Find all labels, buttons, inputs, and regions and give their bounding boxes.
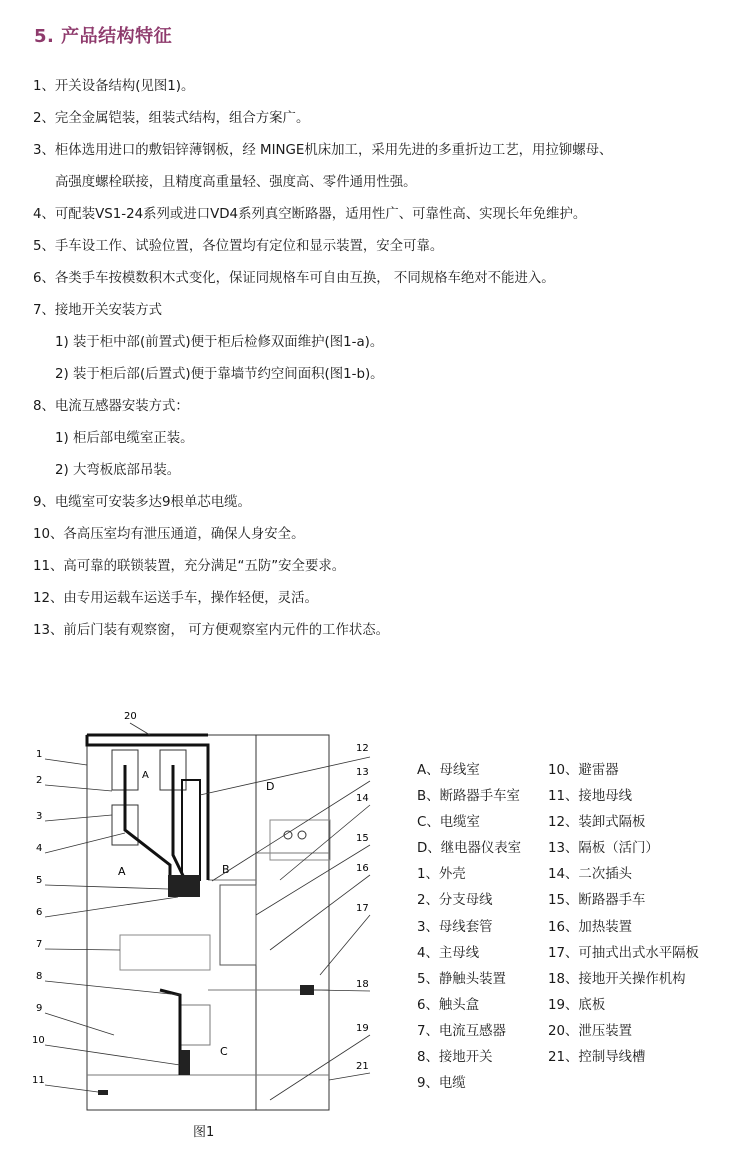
- label-8: 8: [36, 971, 43, 982]
- switchgear-drawing: [30, 705, 380, 1145]
- label-14: 14: [356, 793, 369, 804]
- switchgear-diagram: [30, 705, 380, 1145]
- letter-d: D: [266, 780, 275, 793]
- label-17: 17: [356, 903, 369, 914]
- legend-item: A、母线室: [417, 763, 480, 778]
- surge-arrester: [180, 1050, 190, 1075]
- feature-line-6: 6、各类手车按模数积木式变化，保证同规格车可自由互换， 不同规格车绝对不能进入。: [33, 271, 555, 286]
- earthing-operator: [300, 985, 314, 995]
- letter-a-top: A: [142, 770, 149, 781]
- figure-caption: 图1: [193, 1125, 215, 1140]
- legend-item: 6、触头盒: [417, 997, 480, 1013]
- letter-a: A: [118, 865, 126, 878]
- legend-item: 18、接地开关操作机构: [548, 971, 686, 987]
- legend-item: 4、主母线: [417, 945, 480, 961]
- legend-item: 20、泄压装置: [548, 1023, 632, 1039]
- section-title: 5. 产品结构特征: [34, 26, 173, 47]
- feature-line-3: 3、柜体选用进口的敷铝锌薄钢板，经 MINGE机床加工，采用先进的多重折边工艺，用拉铆螺母、: [33, 143, 613, 158]
- main-busbar: [125, 765, 170, 890]
- legend-item: 5、静触头装置: [417, 971, 506, 987]
- feature-line-10: 10、各高压室均有泄压通道，确保人身安全。: [33, 527, 305, 542]
- label-2: 2: [36, 775, 43, 786]
- legend-item: 9、电缆: [417, 1076, 466, 1092]
- feature-line-7: 7、接地开关安装方式: [33, 303, 163, 318]
- feature-line-9: 9、电缆室可安装多达9根单芯电缆。: [33, 495, 251, 510]
- label-7: 7: [36, 939, 43, 950]
- label-4: 4: [36, 843, 43, 854]
- legend-item: 15、断路器手车: [548, 893, 646, 909]
- feature-line-12: 12、由专用运载车运送手车，操作轻便，灵活。: [33, 591, 318, 606]
- legend-item: 16、加热装置: [548, 919, 632, 935]
- label-12: 12: [356, 743, 369, 754]
- letter-b: B: [222, 863, 230, 876]
- legend-item: 13、隔板（活门）: [548, 841, 659, 857]
- legend-item: 21、控制导线槽: [548, 1050, 646, 1066]
- label-21: 21: [356, 1061, 369, 1072]
- label-19: 19: [356, 1023, 369, 1034]
- letter-c: C: [220, 1045, 228, 1058]
- legend-item: 3、母线套管: [417, 919, 493, 935]
- feature-line-11: 11、高可靠的联锁装置，充分满足“五防”安全要求。: [33, 559, 346, 574]
- feature-line-2: 2、完全金属铠装，组装式结构，组合方案广。: [33, 111, 310, 126]
- label-1: 1: [36, 749, 43, 760]
- feature-line-1: 1、开关设备结构(见图1)。: [33, 79, 195, 94]
- legend-item: 11、接地母线: [548, 789, 632, 805]
- label-13: 13: [356, 767, 369, 778]
- breaker-truck: [220, 885, 256, 965]
- feature-list: [33, 76, 723, 652]
- feature-line-7-1: 1) 装于柜中部(前置式)便于柜后检修双面维护(图1-a)。: [55, 335, 384, 350]
- pressure-relief-frame: [87, 735, 208, 880]
- legend-item: 2、分支母线: [417, 893, 493, 909]
- legend-item: C、电缆室: [417, 815, 480, 831]
- legend: [417, 760, 737, 1099]
- label-18: 18: [356, 979, 369, 990]
- earthing-bar: [98, 1090, 108, 1095]
- legend-item: [548, 1073, 728, 1099]
- label-16: 16: [356, 863, 369, 874]
- legend-item: 10、避雷器: [548, 763, 619, 778]
- legend-item: 7、电流互感器: [417, 1023, 506, 1039]
- legend-item: 12、装卸式隔板: [548, 815, 646, 831]
- feature-line-8: 8、电流互感器安装方式：: [33, 399, 189, 414]
- legend-item: 17、可抽式出式水平隔板: [548, 945, 699, 961]
- static-contact: [168, 875, 200, 897]
- label-15: 15: [356, 833, 369, 844]
- label-3: 3: [36, 811, 43, 822]
- feature-line-13: 13、前后门装有观察窗， 可方便观察室内元件的工作状态。: [33, 623, 390, 638]
- legend-item: 14、二次插头: [548, 867, 632, 883]
- feature-line-8-2: 2) 大弯板底部吊装。: [55, 463, 181, 478]
- label-9: 9: [36, 1003, 43, 1014]
- legend-item: D、继电器仪表室: [417, 841, 522, 857]
- legend-item: B、断路器手车室: [417, 789, 520, 805]
- label-5: 5: [36, 875, 43, 886]
- label-6: 6: [36, 907, 43, 918]
- feature-line-5: 5、手车设工作、试验位置，各位置均有定位和显示装置，安全可靠。: [33, 239, 444, 254]
- feature-line-7-2: 2) 装于柜后部(后置式)便于靠墙节约空间面积(图1-b)。: [55, 367, 384, 382]
- legend-item: 8、接地开关: [417, 1050, 493, 1066]
- legend-item: 1、外壳: [417, 867, 466, 883]
- feature-line-3-cont: 高强度螺栓联接，且精度高重量轻、强度高、零件通用性强。: [55, 175, 417, 190]
- label-10: 10: [32, 1035, 45, 1046]
- feature-line-4: 4、可配装VS1-24系列或进口VD4系列真空断路器，适用性广、可靠性高、实现长年免维护。: [33, 207, 587, 222]
- busbar-coils: [182, 780, 200, 880]
- feature-line-8-1: 1) 柜后部电缆室正装。: [55, 431, 194, 446]
- label-20: 20: [124, 711, 137, 722]
- legend-item: 19、底板: [548, 997, 606, 1013]
- label-11: 11: [32, 1075, 45, 1086]
